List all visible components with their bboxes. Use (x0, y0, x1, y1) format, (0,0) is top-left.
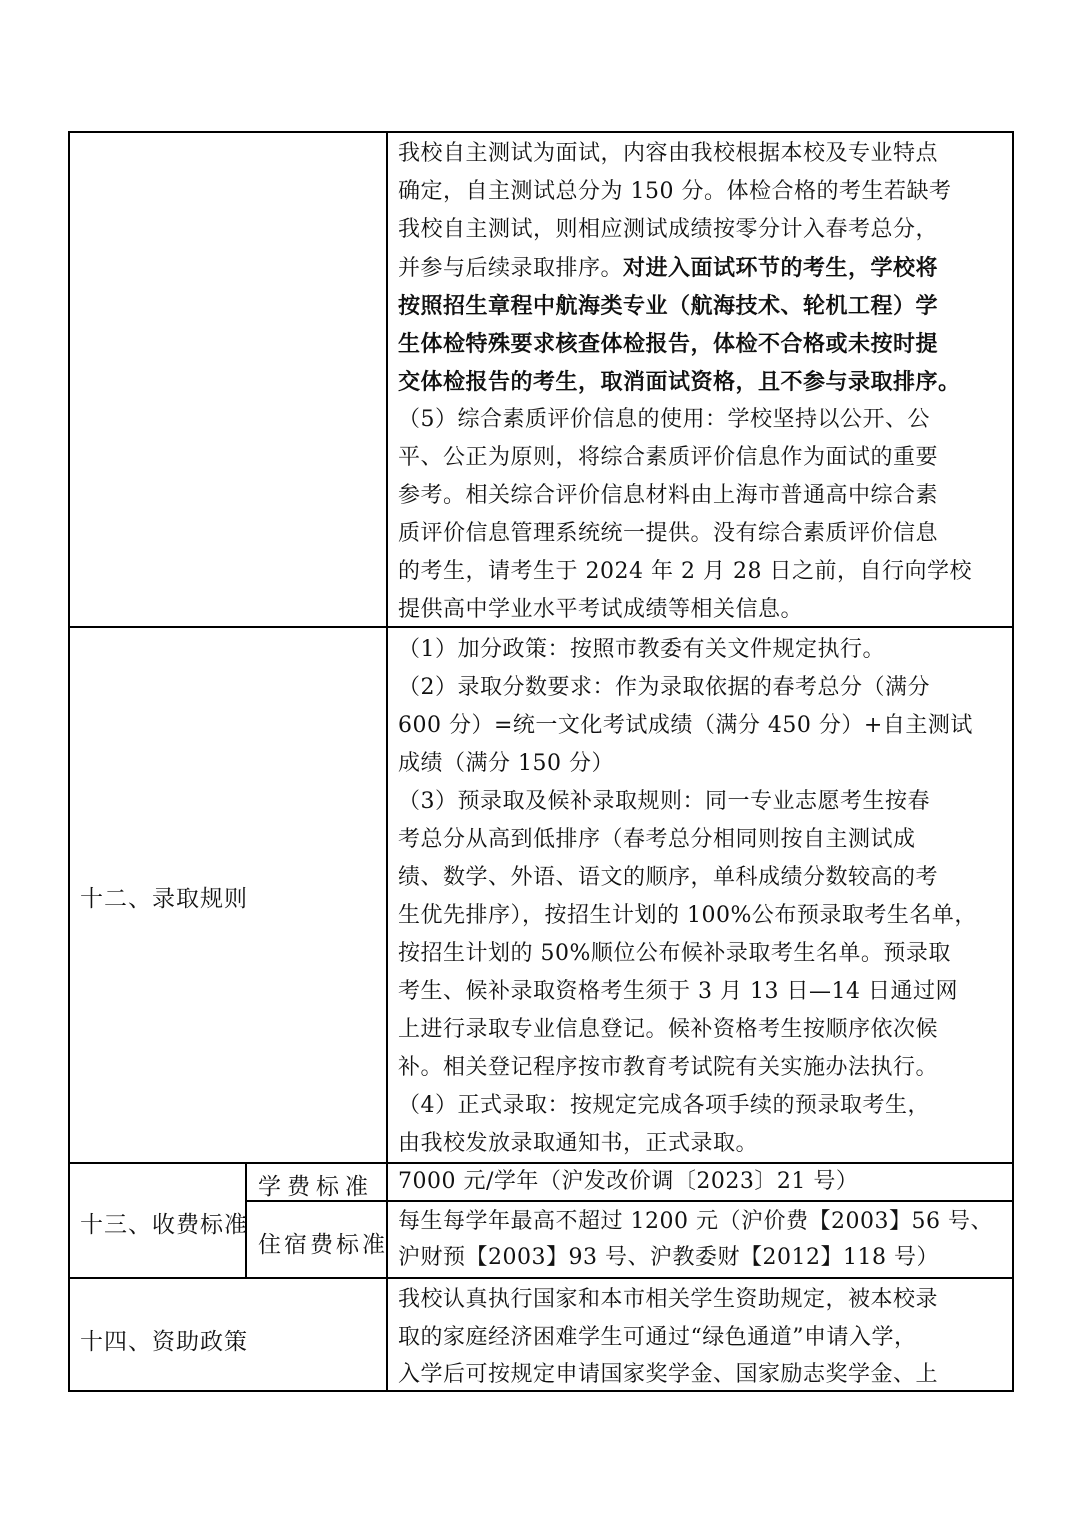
content-line: 我校认真执行国家和本市相关学生资助规定，被本校录 (398, 1287, 939, 1312)
content-line: 上进行录取专业信息登记。候补资格考生按顺序依次候 (398, 1017, 939, 1042)
section-12-label: 十二、录取规则 (80, 886, 248, 912)
content-line: 考生、候补录取资格考生须于 3 月 13 日—14 日通过网 (398, 979, 958, 1004)
content-line: 补。相关登记程序按市教育考试院有关实施办法执行。 (398, 1055, 939, 1080)
content-line: 考总分从高到低排序（春考总分相同则按自主测试成 (398, 827, 916, 852)
content-line: 600 分）=统一文化考试成绩（满分 450 分）+自主测试 (398, 713, 973, 738)
content-line: 取的家庭经济困难学生可通过“绿色通道”申请入学， (398, 1325, 917, 1350)
dorm-fee-line: 每生每学年最高不超过 1200 元（沪价费【2003】56 号、 (398, 1209, 993, 1234)
content-line: 提供高中学业水平考试成绩等相关信息。 (398, 597, 804, 622)
table-left-border (68, 131, 70, 1392)
content-line: 按招生计划的 50%顺位公布候补录取考生名单。预录取 (398, 941, 951, 966)
content-line (398, 249, 938, 288)
content-line-start: 并参与后续录取排序。 (398, 256, 624, 281)
content-line: （4）正式录取：按规定完成各项手续的预录取考生， (398, 1093, 930, 1118)
tuition-label: 学费标准 (258, 1174, 374, 1200)
content-line: （1）加分政策：按照市教委有关文件规定执行。 (398, 637, 885, 662)
section-13-label: 十三、收费标准 (80, 1212, 248, 1238)
tuition-value: 7000 元/学年（沪发改价调〔2023〕21 号） (398, 1169, 859, 1194)
row-divider-14 (68, 1277, 1014, 1279)
table-top-border (68, 131, 1014, 133)
content-line: （5）综合素质评价信息的使用：学校坚持以公开、公 (398, 407, 930, 432)
content-line: 成绩（满分 150 分） (398, 751, 614, 776)
content-line: 参考。相关综合评价信息材料由上海市普通高中综合素 (398, 483, 939, 508)
content-line: 平、公正为原则，将综合素质评价信息作为面试的重要 (398, 445, 939, 470)
dorm-fee-line: 沪财预【2003】93 号、沪教委财【2012】118 号） (398, 1245, 939, 1270)
table-right-border (1012, 131, 1014, 1392)
content-line: （3）预录取及候补录取规则：同一专业志愿考生按春 (398, 789, 930, 814)
content-line: 确定，自主测试总分为 150 分。体检合格的考生若缺考 (398, 179, 952, 204)
content-line: （2）录取分数要求：作为录取依据的春考总分（满分 (398, 675, 930, 700)
content-line: 生优先排序），按招生计划的 100%公布预录取考生名单， (398, 903, 977, 928)
content-line-bold: 生体检特殊要求核查体检报告，体检不合格或未按时提 (398, 331, 939, 357)
content-line-bold-tail: 对进入面试环节的考生，学校将 (623, 255, 939, 281)
content-line: 我校自主测试为面试，内容由我校根据本校及专业特点 (398, 141, 939, 166)
content-line: 我校自主测试，则相应测试成绩按零分计入春考总分， (398, 217, 939, 242)
content-line: 入学后可按规定申请国家奖学金、国家励志奖学金、上 (398, 1362, 939, 1387)
content-line: 质评价信息管理系统统一提供。没有综合素质评价信息 (398, 521, 939, 546)
content-line: 绩、数学、外语、语文的顺序，单科成绩分数较高的考 (398, 865, 939, 890)
content-line-bold: 交体检报告的考生，取消面试资格，且不参与录取排序。 (398, 369, 961, 395)
content-line: 的考生，请考生于 2024 年 2 月 28 日之前，自行向学校 (398, 559, 972, 584)
dorm-fee-label: 住宿费标准 (258, 1232, 388, 1258)
content-line-bold: 按照招生章程中航海类专业（航海技术、轮机工程）学 (398, 293, 939, 319)
column-divider (386, 131, 388, 1392)
content-line: 由我校发放录取通知书，正式录取。 (398, 1131, 759, 1156)
section-14-label: 十四、资助政策 (80, 1329, 248, 1355)
